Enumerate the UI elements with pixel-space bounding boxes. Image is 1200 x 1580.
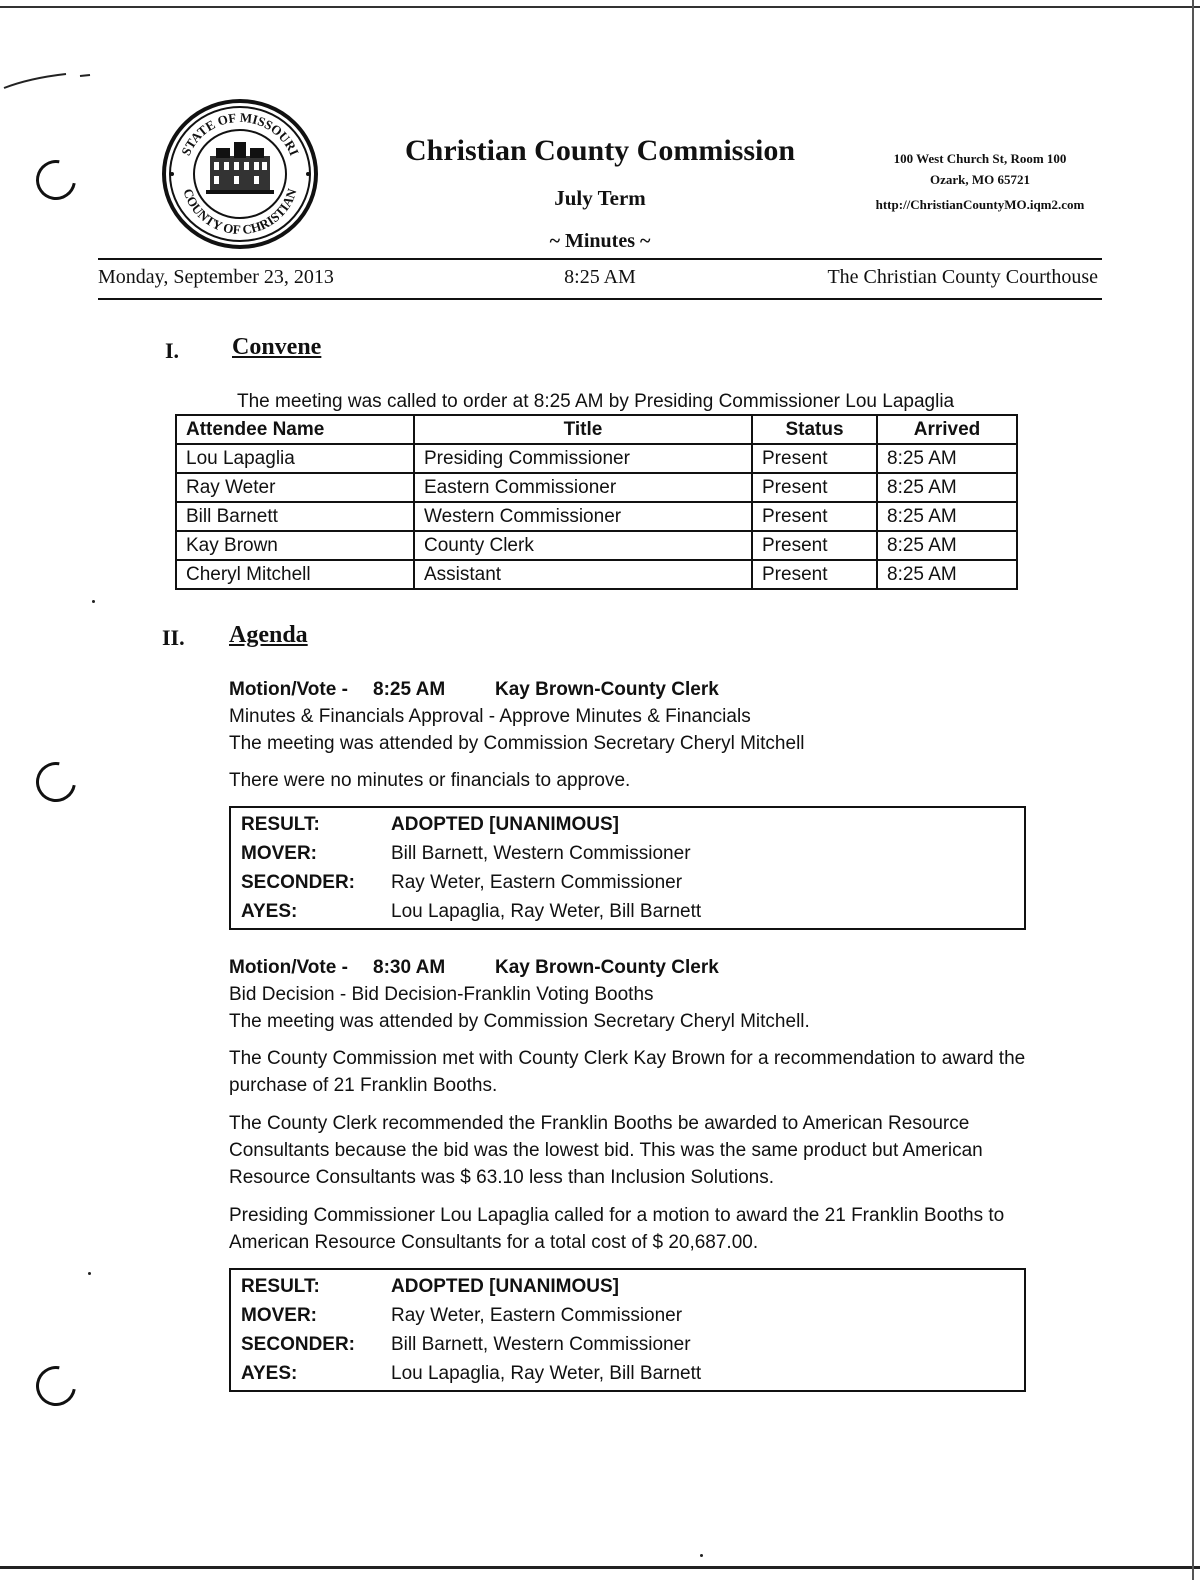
vote-label: AYES: (241, 1362, 298, 1384)
attendee-title: Presiding Commissioner (414, 444, 752, 473)
vote-ayes: Lou Lapaglia, Ray Weter, Bill Barnett (391, 1362, 702, 1384)
meeting-time: 8:25 AM (564, 266, 636, 288)
vote-result-row (231, 810, 1024, 839)
organization-title: Christian County Commission (404, 134, 796, 167)
attendee-name: Lou Lapaglia (176, 444, 414, 473)
svg-text:STATE OF MISSOURI: STATE OF MISSOURI (178, 109, 302, 158)
motion-subject: Bid Decision - Bid Decision-Franklin Voting Booths (229, 984, 654, 1005)
scan-speck (88, 1272, 91, 1275)
item-paragraph: The County Clerk recommended the Franklin Booths be awarded to American Resource Consultants because the bid was the lowest bid. This was the same product but American Resource Consultants was $ 63.10 less than Inclusion Solutions. (229, 1113, 983, 1188)
table-row (176, 502, 1017, 531)
item-paragraph: There were no minutes or financials to approve. (229, 770, 631, 791)
attendee-status: Present (752, 502, 877, 531)
attendee-table (175, 414, 1018, 590)
attendee-status: Present (752, 560, 877, 589)
website-link[interactable]: http://ChristianCountyMO.iqm2.com (875, 197, 1085, 212)
attendee-arrived: 8:25 AM (877, 531, 1017, 560)
vote-mover-row (231, 1301, 1024, 1330)
motion-time: 8:25 AM (373, 679, 446, 700)
attendee-arrived: 8:25 AM (877, 444, 1017, 473)
item-paragraph: Presiding Commissioner Lou Lapaglia called for a motion to award the 21 Franklin Booths to American Resource Consultants for a total cost of $ 20,687.00. (229, 1205, 1005, 1253)
motion-presenter: Kay Brown-County Clerk (495, 957, 719, 978)
vote-label: RESULT: (241, 1275, 320, 1297)
scan-speck (92, 600, 95, 603)
call-to-order-text: The meeting was called to order at 8:25 AM by Presiding Commissioner Lou Lapaglia (237, 391, 955, 412)
attendee-title: Eastern Commissioner (414, 473, 752, 502)
vote-mover: Bill Barnett, Western Commissioner (391, 842, 691, 864)
attendee-title: Assistant (414, 560, 752, 589)
vote-ayes-row (231, 1359, 1024, 1388)
vote-seconder-row (231, 868, 1024, 897)
vote-ayes-row (231, 897, 1024, 926)
column-header: Attendee Name (176, 415, 414, 444)
motion-type: Motion/Vote - (229, 679, 348, 700)
attendee-arrived: 8:25 AM (877, 502, 1017, 531)
vote-label: RESULT: (241, 813, 320, 835)
punch-hole-middle (28, 754, 84, 810)
column-header: Title (414, 415, 752, 444)
attendee-name: Cheryl Mitchell (176, 560, 414, 589)
table-row (176, 473, 1017, 502)
attendee-arrived: 8:25 AM (877, 560, 1017, 589)
vote-result: ADOPTED [UNANIMOUS] (391, 1275, 619, 1297)
vote-seconder-row (231, 1330, 1024, 1359)
vote-label: SECONDER: (241, 1333, 356, 1355)
table-row (176, 531, 1017, 560)
vote-label: AYES: (241, 900, 298, 922)
vote-label: MOVER: (241, 1304, 317, 1326)
page-right-edge (1192, 0, 1194, 1580)
attended-by-text: The meeting was attended by Commission Secretary Cheryl Mitchell. (229, 1011, 810, 1032)
section-title-convene: Convene (232, 334, 322, 360)
scan-speck (700, 1554, 703, 1557)
vote-result-box (229, 1268, 1026, 1392)
vote-mover-row (231, 839, 1024, 868)
motion-time: 8:30 AM (373, 957, 446, 978)
attendee-title: Western Commissioner (414, 502, 752, 531)
attendee-name: Kay Brown (176, 531, 414, 560)
column-header: Status (752, 415, 877, 444)
address-street: 100 West Church St, Room 100 (893, 151, 1067, 166)
vote-result-row (231, 1272, 1024, 1301)
punch-hole-top (28, 152, 84, 208)
attended-by-text: The meeting was attended by Commission Secretary Cheryl Mitchell (229, 733, 805, 754)
attendee-status: Present (752, 473, 877, 502)
attendee-status: Present (752, 531, 877, 560)
meeting-date: Monday, September 23, 2013 (98, 266, 334, 288)
vote-result-box (229, 806, 1026, 930)
document-type: ~ Minutes ~ (549, 230, 651, 252)
motion-subject: Minutes & Financials Approval - Approve Minutes & Financials (229, 706, 751, 727)
item-paragraph: The County Commission met with County Clerk Kay Brown for a recommendation to award the purchase of 21 Franklin Booths. (229, 1048, 1026, 1096)
address-city: Ozark, MO 65721 (929, 172, 1030, 187)
vote-seconder: Bill Barnett, Western Commissioner (391, 1333, 691, 1355)
header-rule-bottom (98, 298, 1102, 300)
svg-text:COUNTY OF CHRISTIAN: COUNTY OF CHRISTIAN (180, 186, 300, 238)
attendee-name: Ray Weter (176, 473, 414, 502)
attendee-status: Present (752, 444, 877, 473)
column-header: Arrived (877, 415, 1017, 444)
section-number-convene: I. (165, 338, 180, 363)
term-label: July Term (554, 186, 646, 210)
pen-mark (0, 64, 100, 94)
motion-type: Motion/Vote - (229, 957, 348, 978)
table-row (176, 444, 1017, 473)
page-top-edge (0, 6, 1200, 8)
section-number-agenda: II. (162, 625, 185, 650)
vote-ayes: Lou Lapaglia, Ray Weter, Bill Barnett (391, 900, 702, 922)
attendee-table-header (176, 415, 1017, 444)
vote-label: MOVER: (241, 842, 317, 864)
table-row (176, 560, 1017, 589)
vote-label: SECONDER: (241, 871, 356, 893)
header-rule-top (98, 258, 1102, 260)
vote-mover: Ray Weter, Eastern Commissioner (391, 1304, 683, 1326)
motion-presenter: Kay Brown-County Clerk (495, 679, 719, 700)
vote-seconder: Ray Weter, Eastern Commissioner (391, 871, 683, 893)
attendee-arrived: 8:25 AM (877, 473, 1017, 502)
county-seal-logo (160, 98, 320, 250)
punch-hole-bottom (28, 1358, 84, 1414)
attendee-name: Bill Barnett (176, 502, 414, 531)
section-title-agenda: Agenda (229, 622, 308, 648)
page-bottom-edge (0, 1566, 1200, 1569)
vote-result: ADOPTED [UNANIMOUS] (391, 813, 619, 835)
meeting-location: The Christian County Courthouse (827, 266, 1098, 288)
attendee-title: County Clerk (414, 531, 752, 560)
